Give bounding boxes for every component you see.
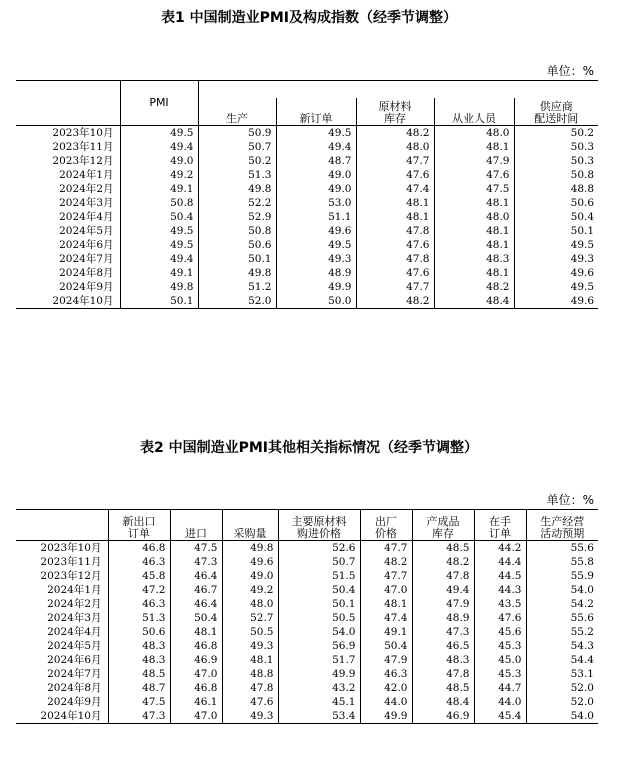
value-cell: 47.0 [170,709,222,724]
table1 [16,80,598,309]
value-cell: 48.1 [356,210,434,224]
value-cell: 49.1 [120,182,198,196]
value-cell: 46.3 [360,667,412,681]
value-cell: 46.5 [412,639,474,653]
table2-header-text: 出厂 [375,515,397,528]
table2-body [16,541,598,724]
table-row [16,653,598,667]
value-cell: 50.1 [120,294,198,309]
value-cell: 46.8 [108,541,170,556]
row-month: 2024年1月 [59,169,114,181]
value-cell: 45.8 [108,569,170,583]
value-cell: 47.8 [412,667,474,681]
value-cell: 43.2 [278,681,360,695]
value-cell: 52.9 [198,210,276,224]
value-cell: 49.6 [222,555,278,569]
value-cell: 49.4 [120,252,198,266]
value-cell: 48.0 [222,597,278,611]
value-cell: 47.6 [434,168,514,182]
value-cell: 48.3 [412,653,474,667]
value-cell: 53.1 [526,667,598,681]
value-cell: 45.6 [474,625,526,639]
value-cell: 48.7 [276,154,356,168]
table2-title: 表2 中国制造业PMI其他相关指标情况（经季节调整） [139,440,478,456]
table1-header-pmi: PMI [120,81,198,126]
value-cell: 43.5 [474,597,526,611]
value-cell: 54.0 [526,709,598,724]
value-cell: 49.3 [222,639,278,653]
value-cell: 46.3 [108,555,170,569]
value-cell: 46.1 [170,695,222,709]
table-row [16,252,598,266]
value-cell: 48.1 [434,140,514,154]
table2-header-text: 进口 [185,527,207,540]
value-cell: 48.4 [412,695,474,709]
value-cell: 50.8 [198,224,276,238]
value-cell: 49.8 [198,266,276,280]
table1-corner [16,81,120,126]
table2-header-cell [526,510,598,541]
row-month: 2024年8月 [59,267,114,279]
value-cell: 50.2 [514,126,598,141]
value-cell: 56.9 [278,639,360,653]
value-cell: 47.7 [356,154,434,168]
row-month: 2024年2月 [59,183,114,195]
value-cell: 50.4 [360,639,412,653]
table2-header-cell [412,510,474,541]
value-cell: 52.0 [198,294,276,309]
table2-header-text: 活动预期 [540,527,585,540]
value-cell: 45.3 [474,639,526,653]
value-cell: 50.7 [278,555,360,569]
value-cell: 49.0 [276,168,356,182]
value-cell: 55.8 [526,555,598,569]
value-cell: 47.3 [170,555,222,569]
value-cell: 48.3 [108,653,170,667]
value-cell: 55.6 [526,611,598,625]
value-cell: 49.4 [276,140,356,154]
row-month: 2024年10月 [40,710,102,722]
table-row [16,681,598,695]
value-cell: 51.7 [278,653,360,667]
value-cell: 48.1 [360,597,412,611]
value-cell: 49.9 [278,667,360,681]
value-cell: 50.6 [198,238,276,252]
value-cell: 47.8 [412,569,474,583]
value-cell: 48.2 [356,294,434,309]
table1-header-cell [434,98,514,125]
row-month: 2024年6月 [59,239,114,251]
value-cell: 50.5 [278,611,360,625]
value-cell: 50.7 [198,140,276,154]
table1-header-cell [198,98,276,125]
value-cell: 50.4 [278,583,360,597]
table2-header-text: 订单 [128,527,150,540]
table-row [16,569,598,583]
table-row [16,196,598,210]
value-cell: 49.9 [276,280,356,294]
value-cell: 52.0 [526,695,598,709]
row-month: 2023年12月 [52,155,114,167]
value-cell: 46.4 [170,597,222,611]
value-cell: 44.4 [474,555,526,569]
row-month: 2024年1月 [47,584,102,596]
value-cell: 50.4 [170,611,222,625]
row-month: 2024年2月 [47,598,102,610]
table-row [16,168,598,182]
row-month: 2023年10月 [52,127,114,139]
value-cell: 50.4 [120,210,198,224]
table2-header-cell [108,510,170,541]
value-cell: 53.4 [278,709,360,724]
row-month: 2024年9月 [47,696,102,708]
value-cell: 46.9 [170,653,222,667]
value-cell: 48.2 [360,555,412,569]
table2-header-text: 购进价格 [297,527,341,540]
value-cell: 48.1 [170,625,222,639]
value-cell: 53.0 [276,196,356,210]
value-cell: 47.6 [356,238,434,252]
value-cell: 44.2 [474,541,526,556]
value-cell: 45.4 [474,709,526,724]
table2 [16,509,598,724]
value-cell: 48.1 [356,196,434,210]
value-cell: 47.9 [434,154,514,168]
value-cell: 55.2 [526,625,598,639]
value-cell: 49.0 [120,154,198,168]
table1-body [16,126,598,309]
table-row [16,583,598,597]
table-row [16,182,598,196]
table1-header-text: 库存 [384,112,406,125]
table1-unit: 单位：% [546,64,594,78]
value-cell: 49.8 [222,541,278,556]
value-cell: 52.7 [222,611,278,625]
value-cell: 47.8 [356,252,434,266]
table2-header-row [16,510,598,541]
table1-header-text: 从业人员 [452,112,496,125]
row-month: 2024年5月 [47,640,102,652]
value-cell: 47.7 [356,280,434,294]
value-cell: 48.1 [222,653,278,667]
value-cell: 48.4 [434,294,514,309]
value-cell: 46.4 [170,569,222,583]
table2-corner [16,510,108,541]
table-row [16,210,598,224]
value-cell: 49.6 [276,224,356,238]
table1-header-text: 生产 [226,112,248,125]
value-cell: 48.2 [412,555,474,569]
value-cell: 47.5 [170,541,222,556]
table-row [16,625,598,639]
table1-header-gap [198,81,598,99]
value-cell: 50.3 [514,140,598,154]
value-cell: 49.1 [120,266,198,280]
value-cell: 48.0 [434,210,514,224]
row-month: 2024年10月 [52,295,114,307]
table-row [16,541,598,556]
row-month: 2024年8月 [47,682,102,694]
table1-header-text: 新订单 [299,112,333,125]
table2-header-text: 订单 [489,527,511,540]
table1-header-cell [276,98,356,125]
table2-unit: 单位：% [546,493,594,507]
value-cell: 48.1 [434,238,514,252]
table-row [16,238,598,252]
table2-header-text: 生产经营 [540,515,585,528]
value-cell: 49.5 [120,224,198,238]
value-cell: 49.3 [276,252,356,266]
value-cell: 47.4 [356,182,434,196]
value-cell: 46.8 [170,681,222,695]
value-cell: 54.0 [278,625,360,639]
value-cell: 48.3 [108,639,170,653]
value-cell: 48.1 [434,196,514,210]
value-cell: 48.3 [434,252,514,266]
value-cell: 49.5 [276,238,356,252]
value-cell: 54.2 [526,597,598,611]
value-cell: 44.0 [474,695,526,709]
value-cell: 44.7 [474,681,526,695]
table-row [16,709,598,724]
value-cell: 49.5 [120,126,198,141]
table1-header-text: 原材料 [378,100,412,113]
value-cell: 50.8 [514,168,598,182]
value-cell: 50.6 [108,625,170,639]
value-cell: 47.6 [356,168,434,182]
value-cell: 47.3 [108,709,170,724]
value-cell: 50.4 [514,210,598,224]
value-cell: 49.5 [276,126,356,141]
table2-header-text: 产成品 [426,515,460,528]
value-cell: 50.2 [198,154,276,168]
value-cell: 47.7 [360,541,412,556]
table1-header-text: 配送时间 [534,112,579,125]
table2-header-text: 主要原材料 [291,515,347,528]
value-cell: 50.5 [222,625,278,639]
value-cell: 48.9 [276,266,356,280]
value-cell: 50.3 [514,154,598,168]
table2-header-text: 价格 [375,527,397,540]
table-row [16,555,598,569]
value-cell: 47.5 [108,695,170,709]
table1-title: 表1 中国制造业PMI及构成指数（经季节调整） [160,10,457,26]
value-cell: 51.5 [278,569,360,583]
value-cell: 55.6 [526,541,598,556]
value-cell: 50.1 [278,597,360,611]
value-cell: 49.5 [514,280,598,294]
table1-header-cell [356,98,434,125]
value-cell: 49.0 [276,182,356,196]
value-cell: 49.4 [120,140,198,154]
value-cell: 49.9 [360,709,412,724]
row-month: 2024年4月 [47,626,102,638]
table2-header-cell [222,510,278,541]
value-cell: 51.3 [108,611,170,625]
value-cell: 54.4 [526,653,598,667]
value-cell: 47.2 [108,583,170,597]
value-cell: 52.0 [526,681,598,695]
table-row [16,280,598,294]
row-month: 2024年7月 [59,253,114,265]
value-cell: 47.8 [222,681,278,695]
value-cell: 44.0 [360,695,412,709]
table2-header-cell [170,510,222,541]
value-cell: 49.5 [120,238,198,252]
value-cell: 47.6 [474,611,526,625]
value-cell: 49.6 [514,294,598,309]
value-cell: 54.0 [526,583,598,597]
table-row [16,639,598,653]
table-row [16,154,598,168]
value-cell: 51.2 [198,280,276,294]
row-month: 2023年10月 [40,542,102,554]
value-cell: 50.0 [276,294,356,309]
value-cell: 46.9 [412,709,474,724]
value-cell: 55.9 [526,569,598,583]
value-cell: 51.3 [198,168,276,182]
value-cell: 47.8 [356,224,434,238]
value-cell: 44.3 [474,583,526,597]
table2-header-cell [360,510,412,541]
value-cell: 50.8 [120,196,198,210]
table-row [16,266,598,280]
value-cell: 49.6 [514,266,598,280]
value-cell: 48.5 [412,541,474,556]
row-month: 2024年5月 [59,225,114,237]
value-cell: 49.2 [120,168,198,182]
value-cell: 42.0 [360,681,412,695]
value-cell: 47.0 [360,583,412,597]
table-row [16,611,598,625]
value-cell: 49.0 [222,569,278,583]
value-cell: 48.5 [412,681,474,695]
value-cell: 44.5 [474,569,526,583]
value-cell: 48.8 [222,667,278,681]
value-cell: 48.0 [434,126,514,141]
table-row [16,667,598,681]
value-cell: 49.3 [514,252,598,266]
table-row [16,224,598,238]
value-cell: 50.1 [198,252,276,266]
table-row [16,126,598,141]
value-cell: 51.1 [276,210,356,224]
row-month: 2024年7月 [47,668,102,680]
value-cell: 49.8 [120,280,198,294]
value-cell: 46.8 [170,639,222,653]
table2-header-cell [474,510,526,541]
value-cell: 45.3 [474,667,526,681]
value-cell: 49.4 [412,583,474,597]
row-month: 2023年12月 [40,570,102,582]
table-row [16,597,598,611]
value-cell: 47.6 [356,266,434,280]
row-month: 2023年11月 [52,141,114,153]
row-month: 2023年11月 [40,556,102,568]
value-cell: 48.8 [514,182,598,196]
value-cell: 46.7 [170,583,222,597]
value-cell: 50.9 [198,126,276,141]
value-cell: 48.1 [434,266,514,280]
row-month: 2024年4月 [59,211,114,223]
table1-header-cell [514,98,598,125]
value-cell: 47.6 [222,695,278,709]
table2-header-cell [278,510,360,541]
table1-header-text: 供应商 [539,100,573,113]
value-cell: 46.3 [108,597,170,611]
value-cell: 49.2 [222,583,278,597]
value-cell: 49.5 [514,238,598,252]
value-cell: 48.2 [356,126,434,141]
row-month: 2024年9月 [59,281,114,293]
value-cell: 48.5 [108,667,170,681]
value-cell: 47.4 [360,611,412,625]
value-cell: 47.0 [170,667,222,681]
value-cell: 47.5 [434,182,514,196]
row-month: 2024年6月 [47,654,102,666]
value-cell: 49.1 [360,625,412,639]
table-row [16,294,598,309]
table2-header-text: 在手 [489,515,511,528]
value-cell: 48.9 [412,611,474,625]
value-cell: 47.3 [412,625,474,639]
value-cell: 50.1 [514,224,598,238]
value-cell: 47.7 [360,569,412,583]
value-cell: 48.1 [434,224,514,238]
value-cell: 48.2 [434,280,514,294]
row-month: 2024年3月 [47,612,102,624]
value-cell: 48.7 [108,681,170,695]
value-cell: 49.8 [198,182,276,196]
table-row [16,140,598,154]
value-cell: 52.6 [278,541,360,556]
value-cell: 47.9 [412,597,474,611]
table2-header-text: 新出口 [122,515,156,528]
value-cell: 45.1 [278,695,360,709]
table2-header-text: 库存 [432,527,454,540]
row-month: 2024年3月 [59,197,114,209]
table-row [16,695,598,709]
table2-header-text: 采购量 [233,527,267,540]
value-cell: 49.3 [222,709,278,724]
value-cell: 45.0 [474,653,526,667]
value-cell: 48.0 [356,140,434,154]
value-cell: 52.2 [198,196,276,210]
value-cell: 50.6 [514,196,598,210]
value-cell: 47.9 [360,653,412,667]
value-cell: 54.3 [526,639,598,653]
